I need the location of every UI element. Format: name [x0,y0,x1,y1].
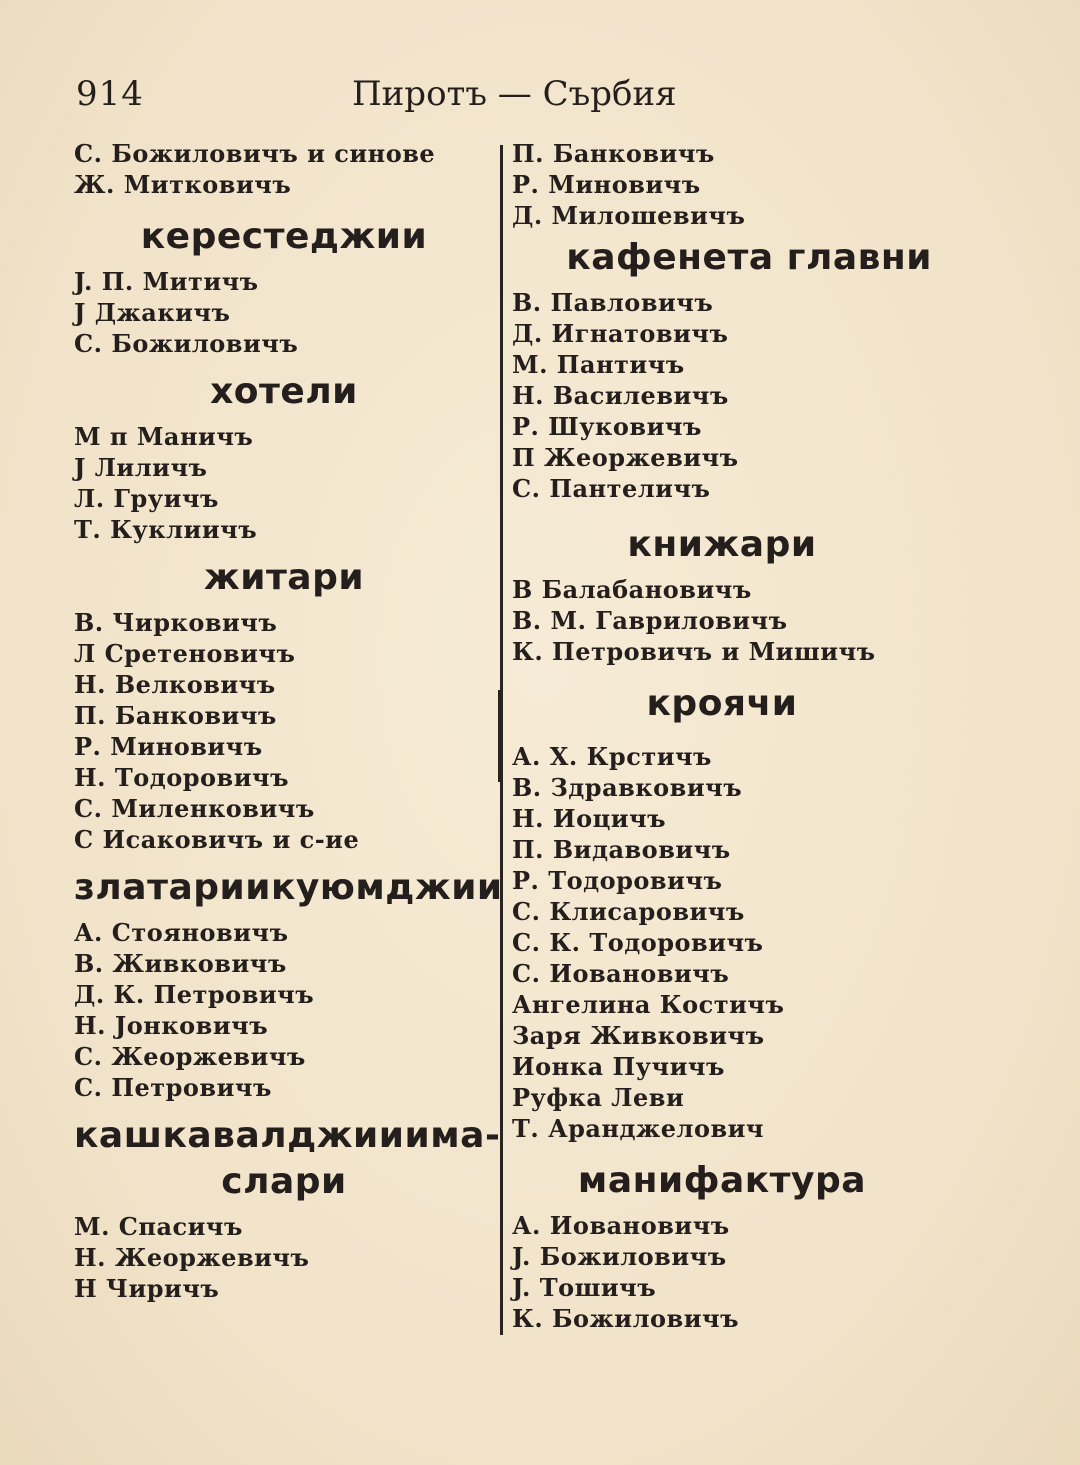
list-item: Н. Иоцичъ [512,804,667,833]
section-heading: кафенета главни [566,237,932,278]
list-item: С. К. Тодоровичъ [512,928,764,957]
running-head: Пиротъ — Сърбия [352,74,677,114]
list-item: П Жеоржевичъ [512,443,739,472]
list-item: J. П. Митичъ [74,267,259,296]
list-item: А. Х. Крстичъ [512,742,712,771]
list-item: Р. Шуковичъ [512,412,702,441]
list-item: Т. Куклиичъ [74,515,258,544]
list-item: Ж. Митковичъ [74,170,292,199]
left-column [74,138,503,1304]
list-item: В. Чирковичъ [74,608,278,637]
list-item: Л Сретеновичъ [74,639,296,668]
heading-word: куюмджии [270,867,503,908]
section-heading [74,1113,501,1205]
list-item: Р. Тодоровичъ [512,866,723,895]
list-item: Н. Тодоровичъ [74,763,289,792]
section-heading [74,865,503,911]
list-item: С. Божиловичъ [74,329,299,358]
list-item: С. Жеоржевичъ [74,1042,306,1071]
list-item: Р. Миновичъ [512,170,701,199]
list-item: Д. Игнатовичъ [512,319,729,348]
heading-word: ма- [430,1115,501,1156]
list-item: В. М. Гавриловичъ [512,606,788,635]
list-item: В. Здравковичъ [512,773,743,802]
list-item: Ионка Пучичъ [512,1052,725,1081]
list-item: Н. Жеоржевичъ [74,1243,310,1272]
right-column [512,138,932,1334]
list-item: П. Банковичъ [74,701,277,730]
section-heading: житари [203,557,365,598]
section-heading: книжари [627,524,817,565]
list-item: Н Чиричъ [74,1274,220,1303]
list-item: Л. Груичъ [74,484,219,513]
heading-word: и [404,1115,431,1156]
list-item: J Лиличъ [74,453,208,482]
list-item: J. Тошичъ [512,1273,657,1302]
heading-word: златари [74,867,246,908]
list-item: Р. Миновичъ [74,732,263,761]
list-item: А. Иовановичъ [512,1211,730,1240]
list-item: Т. Аранджелович [512,1114,764,1143]
list-item: С. Миленковичъ [74,794,315,823]
heading-word: и [245,867,271,908]
list-item: Д. Милошевичъ [512,201,746,230]
list-item: М п Маничъ [74,422,254,451]
list-item: М. Пантичъ [512,350,685,379]
list-item: J. Божиловичъ [512,1242,727,1271]
list-item: С. Клисаровичъ [512,897,745,926]
list-item: С Исаковичъ и с-ие [74,825,360,854]
column-divider-bold-segment [498,690,503,782]
list-item: Ангелина Костичъ [512,990,785,1019]
list-item: Н. Василевичъ [512,381,729,410]
list-item: Д. К. Петровичъ [74,980,315,1009]
list-item: П. Видавовичъ [512,835,731,864]
list-item: Заря Живковичъ [512,1021,765,1050]
list-item: С. Петровичъ [74,1073,272,1102]
list-item: А. Стояновичъ [74,918,289,947]
page-number: 914 [76,74,144,114]
section-heading: кроячи [646,683,798,724]
list-item: Н. Јонковичъ [74,1011,269,1040]
list-item: В Балабановичъ [512,575,752,604]
section-heading: хотели [210,371,358,412]
list-item: Н. Велковичъ [74,670,276,699]
heading-word: слари [221,1161,347,1202]
section-heading: керестеджии [140,216,428,257]
list-item: В. Живковичъ [74,949,287,978]
list-item: К. Божиловичъ [512,1304,739,1333]
list-item: J Джакичъ [74,298,231,327]
list-item: С. Иовановичъ [512,959,730,988]
list-item: С. Пантеличъ [512,474,711,503]
list-item: В. Павловичъ [512,288,714,317]
list-item: С. Божиловичъ и синове [74,139,436,168]
list-item: К. Петровичъ и Мишичъ [512,637,876,666]
section-heading: манифактура [577,1160,867,1201]
heading-word: кашкавалджии [74,1115,405,1156]
list-item: Руфка Леви [512,1083,685,1112]
list-item: П. Банковичъ [512,139,715,168]
list-item: М. Спасичъ [74,1212,243,1241]
